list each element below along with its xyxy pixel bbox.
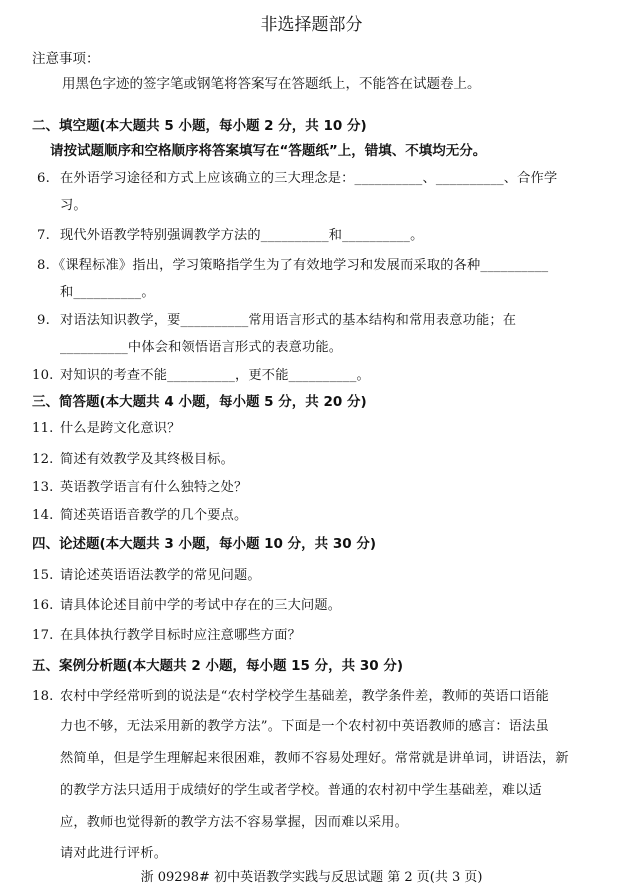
- question-11-number: 11.: [32, 421, 54, 436]
- question-17-text: 在具体执行教学目标时应注意哪些方面？: [60, 628, 301, 643]
- question-9-number: 9.: [37, 313, 50, 328]
- question-7-number: 7.: [37, 228, 50, 243]
- question-8-line2: 和__________。: [60, 285, 155, 300]
- section2-heading: 二、填空题(本大题共 5 小题，每小题 2 分，共 10 分): [32, 118, 367, 134]
- section3-heading: 三、简答题(本大题共 4 小题，每小题 5 分，共 20 分): [32, 394, 367, 410]
- notice-text: 用黑色字迹的签字笔或钢笔将答案写在答题纸上，不能答在试题卷上。: [62, 76, 481, 92]
- question-18-prompt: 请对此进行评析。: [60, 846, 168, 861]
- question-15-text: 请论述英语语法教学的常见问题。: [60, 568, 261, 583]
- question-7-text: 现代外语教学特别强调教学方法的__________和__________。: [60, 228, 424, 243]
- question-10-text: 对知识的考查不能__________，更不能__________。: [60, 368, 370, 383]
- question-8-line1: 《课程标准》指出，学习策略指学生为了有效地学习和发展而采取的各种__________: [52, 258, 549, 273]
- question-12-number: 12.: [32, 452, 54, 467]
- section5-heading: 五、案例分析题(本大题共 2 小题，每小题 15 分，共 30 分): [32, 658, 404, 674]
- question-18-line5: 应，教师也觉得新的教学方法不容易掌握，因而难以采用。: [60, 815, 409, 830]
- question-14-number: 14.: [32, 508, 54, 523]
- page-title: 非选择题部分: [260, 15, 363, 35]
- question-9-line1: 对语法知识教学，要__________常用语言形式的基本结构和常用表意功能；在: [60, 313, 517, 328]
- section4-heading: 四、论述题(本大题共 3 小题，每小题 10 分，共 30 分): [32, 536, 377, 552]
- question-13-number: 13.: [32, 480, 54, 495]
- question-15-number: 15.: [32, 568, 54, 583]
- question-18-line1: 农村中学经常听到的说法是“农村学校学生基础差，教学条件差，教师的英语口语能: [60, 689, 549, 704]
- question-9-line2: __________中体会和领悟语言形式的表意功能。: [60, 340, 343, 355]
- question-16-text: 请具体论述目前中学的考试中存在的三大问题。: [60, 598, 342, 613]
- question-10-number: 10.: [32, 368, 54, 383]
- question-18-line2: 力也不够，无法采用新的教学方法”。下面是一个农村初中英语教师的感言：语法虽: [60, 719, 549, 734]
- question-18-line4: 的教学方法只适用于成绩好的学生或者学校。普通的农村初中学生基础差，难以适: [60, 783, 542, 798]
- question-13-text: 英语教学语言有什么独特之处？: [60, 480, 248, 495]
- page-footer: 浙 09298# 初中英语教学实践与反思试题 第 2 页(共 3 页): [140, 870, 483, 885]
- question-18-line3: 然简单，但是学生理解起来很困难，教师不容易处理好。常常就是讲单词，讲语法，新: [60, 751, 569, 766]
- section2-instruction: 请按试题顺序和空格顺序将答案填写在“答题纸”上，错填、不填均无分。: [50, 143, 487, 159]
- question-6-number: 6.: [37, 171, 50, 186]
- question-18-number: 18.: [32, 689, 54, 704]
- question-11-text: 什么是跨文化意识？: [60, 421, 181, 436]
- notice-label: 注意事项：: [32, 51, 100, 67]
- question-16-number: 16.: [32, 598, 54, 613]
- question-6-line1: 在外语学习途径和方式上应该确立的三大理念是：__________、__________、合作学: [60, 171, 558, 186]
- question-6-line2: 习。: [60, 198, 87, 213]
- question-17-number: 17.: [32, 628, 54, 643]
- question-8-number: 8.: [37, 258, 50, 273]
- question-14-text: 简述英语语音教学的几个要点。: [60, 508, 248, 523]
- question-12-text: 简述有效教学及其终极目标。: [60, 452, 235, 467]
